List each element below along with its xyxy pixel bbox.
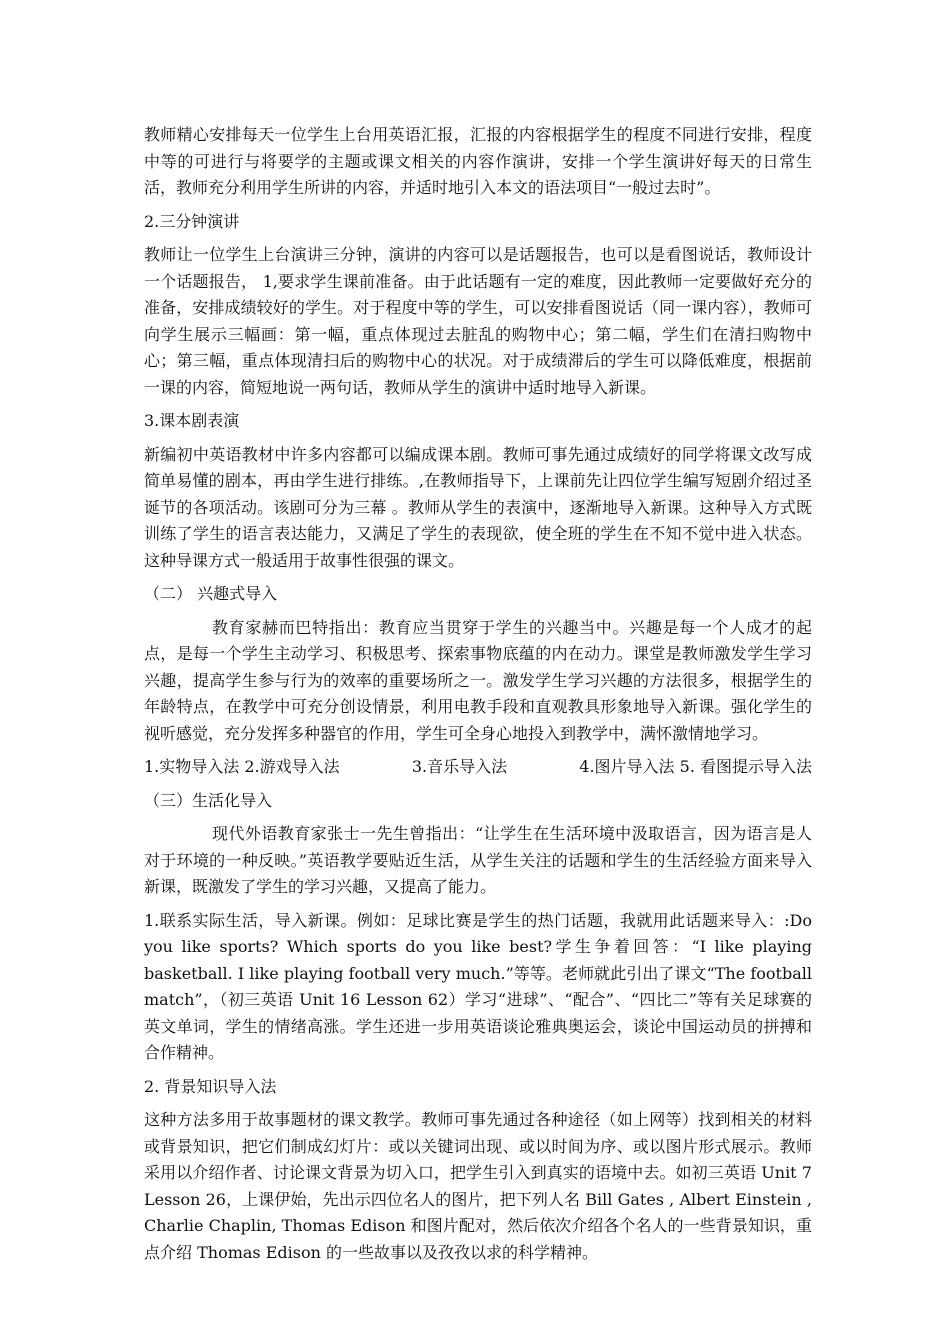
document-page (144, 122, 812, 1273)
paragraph: 这种方法多用于故事题材的课文教学。教师可事先通过各种途径（如上网等）找到相关的材料或背景知识，把它们制成幻灯片：或以关键词出现、或以时间为序、或以图片形式展示。教师采用以介绍作者、讨论课文背景为切入口，把学生引入到真实的语境中去。如初三英语 Unit 7 Lesson 26，上课伊始，先出示四位名人的图片，把下列人名 Bill Gates , Albert Einstein , Charlie Chaplin, Thomas Edison 和图片配对，然后依次介绍各个名人的一些背景知识，重点介绍 Thomas Edison 的一些故事以及孜孜以求的科学精神。 (144, 1110, 812, 1262)
methods-item-2: 3.音乐导入法 (411, 757, 508, 776)
paragraph: 教师精心安排每天一位学生上台用英语汇报，汇报的内容根据学生的程度不同进行安排，程度中等的可进行与将要学的主题或课文相关的内容作演讲，安排一个学生演讲好每天的日常生活，教师充分利用学生所讲的内容，并适时地引入本文的语法项目“一般过去时”。 (144, 125, 812, 197)
section-heading: （二） 兴趣式导入 (144, 584, 278, 603)
section-heading: 2. 背景知识导入法 (144, 1076, 277, 1096)
section-heading: （三）生活化导入 (144, 790, 273, 810)
paragraph: 现代外语教育家张士一先生曾指出：“让学生在生活环境中汲取语言，因为语言是人对于环境的一种反映。”英语教学要贴近生活，从学生关注的话题和学生的生活经验方面来导入新课，既激发了学生的学习兴趣，又提高了能力。 (144, 824, 812, 896)
methods-item-3: 4.图片导入法 5. 看图提示导入法 (579, 757, 812, 776)
paragraph: 教育家赫而巴特指出：教育应当贯穿于学生的兴趣当中。兴趣是每一个人成才的起点，是每一个学生主动学习、积极思考、探索事物底蕴的内在动力。课堂是教师激发学生学习兴趣，提高学生参与行为的效率的重要场所之一。激发学生学习兴趣的方法很多，根据学生的年龄特点，在教学中可充分创设情景，利用电教手段和直观教具形象地导入新课。强化学生的视听感觉，充分发挥多种器官的作用，学生可全身心地投入到教学中，满怀激情地学习。 (144, 617, 812, 743)
paragraph: 1.联系实际生活，导入新课。例如：足球比赛是学生的热门话题，我就用此话题来导入：:Do you like sports? Which sports do you like best?学生争着回答：“I like playing basketball. I like playing football very much.”等等。老师就此引出了课文“The football match”，（初三英语 Unit 16 Lesson 62）学习“进球”、“配合”、“四比二”等有关足球赛的英文单词，学生的情绪高涨。学生还进一步用英语谈论雅典奥运会，谈论中国运动员的拼搏和合作精神。 (144, 910, 812, 1062)
section-part-2 (144, 788, 812, 1267)
section-heading: 3.课本剧表演 (144, 411, 240, 430)
methods-list (144, 754, 812, 781)
methods-item-1: 1.实物导入法 2.游戏导入法 (144, 757, 340, 776)
paragraph: 新编初中英语教材中许多内容都可以编成课本剧。教师可事先通过成绩好的同学将课文改写成简单易懂的剧本，再由学生进行排练。,在教师指导下，上课前先让四位学生编写短剧介绍过圣诞节的各项活动。该剧可分为三幕 。教师从学生的表演中，逐渐地导入新课。这种导入方式既训练了学生的语言表达能力，又满足了学生的表现欲，使全班的学生在不知不觉中进入状态。这种导课方式一般适用于故事性很强的课文。 (144, 444, 812, 570)
section-heading: 2.三分钟演讲 (144, 211, 240, 231)
section-part-1 (144, 122, 812, 747)
paragraph: 教师让一位学生上台演讲三分钟，演讲的内容可以是话题报告，也可以是看图说话，教师设计一个话题报告， 1,要求学生课前准备。由于此话题有一定的难度，因此教师一定要做好充分的准备，安排成绩较好的学生。对于程度中等的学生，可以安排看图说话（同一课内容），教师可向学生展示三幅画：第一幅，重点体现过去脏乱的购物中心；第二幅，学生们在清扫购物中心；第三幅，重点体现清扫后的购物中心的状况。对于成绩滞后的学生可以降低难度，根据前一课的内容，简短地说一两句话，教师从学生的演讲中适时地导入新课。 (144, 245, 812, 397)
